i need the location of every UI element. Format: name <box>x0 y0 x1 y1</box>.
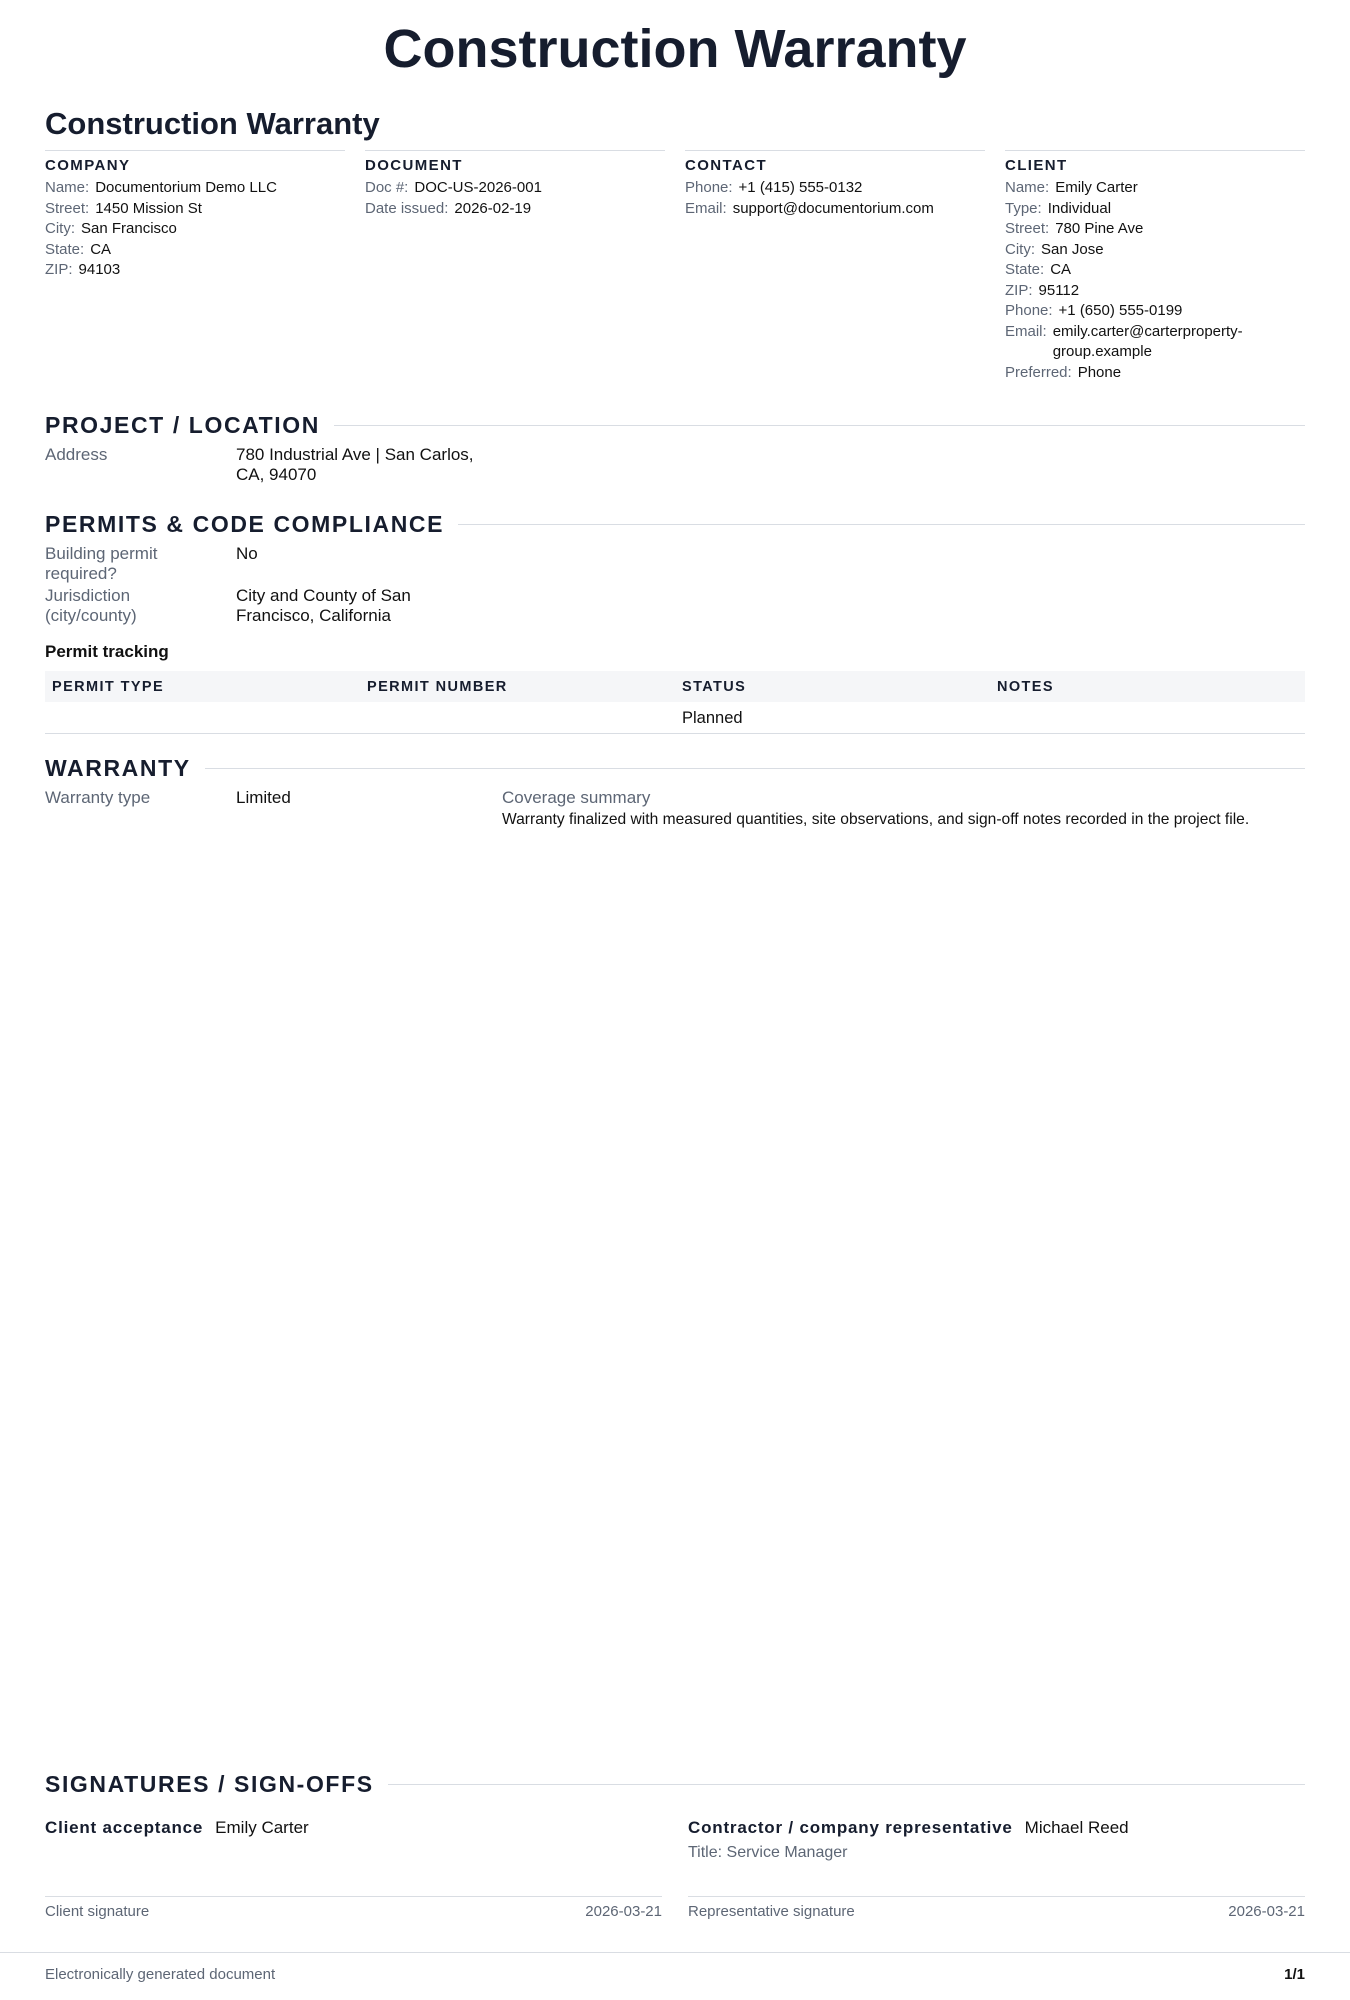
warranty-type-value: Limited <box>236 788 291 807</box>
company-row: State: CA <box>45 240 112 258</box>
table-cell <box>360 702 675 734</box>
client-acceptance-label: Client acceptance <box>45 1818 204 1837</box>
table-row <box>45 702 1305 734</box>
representative-signature-line[interactable] <box>688 1896 1305 1897</box>
company-row: Street: 1450 Mission St <box>45 199 202 217</box>
client-signature-line[interactable] <box>45 1896 662 1897</box>
coverage-summary-value: Warranty finalized with measured quantities, site observations, and sign-off notes recorded in the project file. <box>502 811 1250 828</box>
client-row: Street: 780 Pine Ave <box>1005 220 1144 237</box>
representative-signature-footer <box>688 1903 1305 1920</box>
permit-tracking-table <box>45 671 1305 734</box>
company-heading: COMPANY <box>45 157 131 174</box>
company-block <box>45 150 345 383</box>
table-cell <box>45 702 360 734</box>
representative-name: Michael Reed <box>1024 1818 1129 1837</box>
document-heading: DOCUMENT <box>365 157 463 174</box>
jurisdiction-value: City and County of San Francisco, California <box>236 586 411 625</box>
project-section-heading: PROJECT / LOCATION <box>45 412 1305 439</box>
representative-label: Contractor / company representative <box>688 1818 1013 1837</box>
warranty-section-heading: WARRANTY <box>45 755 1305 782</box>
address-value: 780 Industrial Ave | San Carlos, CA, 94070 <box>236 445 474 484</box>
column-header: PERMIT NUMBER <box>360 671 675 702</box>
representative-signature-label: Representative signature <box>688 1903 855 1920</box>
document-title: Construction Warranty <box>383 19 967 79</box>
contact-row: Phone: +1 (415) 555-0132 <box>685 179 863 196</box>
client-signature-footer <box>45 1903 662 1920</box>
section-divider <box>334 425 1305 426</box>
coverage-summary-label: Coverage summary <box>502 788 651 807</box>
column-header: STATUS <box>675 671 990 702</box>
section-divider <box>458 524 1305 525</box>
section-divider <box>205 768 1305 769</box>
document-row: Date issued: 2026-02-19 <box>365 199 532 217</box>
company-row: Name: Documentorium Demo LLC <box>45 179 277 196</box>
permit-required-value: No <box>236 544 258 563</box>
contact-row: Email: support@documentorium.com <box>685 199 934 217</box>
warranty-type-label: Warranty type <box>45 788 151 807</box>
permit-tracking-heading: Permit tracking <box>45 642 169 661</box>
column-header: NOTES <box>990 671 1305 702</box>
footer-note: Electronically generated document <box>45 1966 276 1983</box>
address-label: Address <box>45 445 108 464</box>
section-divider <box>388 1784 1305 1785</box>
client-row: Preferred: Phone <box>1005 363 1122 381</box>
company-row: City: San Francisco <box>45 220 177 237</box>
client-row: Phone: +1 (650) 555-0199 <box>1005 302 1183 319</box>
representative-signature-block <box>688 1818 1305 1862</box>
column-header: PERMIT TYPE <box>45 671 360 702</box>
document-block <box>365 150 665 383</box>
document-subtitle: Construction Warranty <box>45 106 380 141</box>
client-row: City: San Jose <box>1005 240 1104 258</box>
client-row: Name: Emily Carter <box>1005 179 1138 196</box>
permit-required-label: Building permit required? <box>45 544 158 583</box>
table-cell: Planned <box>675 702 990 734</box>
page-number: 1/1 <box>1284 1966 1305 1983</box>
client-signature-block <box>45 1818 662 1838</box>
permits-section-heading: PERMITS & CODE COMPLIANCE <box>45 511 1305 538</box>
client-row: ZIP: 95112 <box>1005 281 1080 299</box>
jurisdiction-label: Jurisdiction (city/county) <box>45 586 137 625</box>
representative-title: Title: Service Manager <box>688 1844 848 1861</box>
client-signer-name: Emily Carter <box>215 1818 309 1837</box>
client-signature-date: 2026-03-21 <box>585 1903 662 1920</box>
client-block <box>1005 150 1305 383</box>
table-cell <box>990 702 1305 734</box>
signatures-section-heading: SIGNATURES / SIGN-OFFS <box>45 1771 1305 1798</box>
client-row: State: CA <box>1005 261 1072 278</box>
footer-divider <box>0 1952 1350 1953</box>
client-row: Type: Individual <box>1005 199 1112 217</box>
document-row: Doc #: DOC-US-2026-001 <box>365 179 542 196</box>
client-signature-label: Client signature <box>45 1903 150 1920</box>
representative-signature-date: 2026-03-21 <box>1228 1903 1305 1920</box>
contact-heading: CONTACT <box>685 157 768 174</box>
contact-block <box>685 150 985 383</box>
table-header-row <box>45 671 1305 702</box>
header-info-grid <box>45 150 1305 383</box>
company-row: ZIP: 94103 <box>45 261 121 278</box>
client-heading: CLIENT <box>1005 157 1068 174</box>
client-row: Email: emily.carter@carterproperty-group.example <box>1005 322 1243 360</box>
